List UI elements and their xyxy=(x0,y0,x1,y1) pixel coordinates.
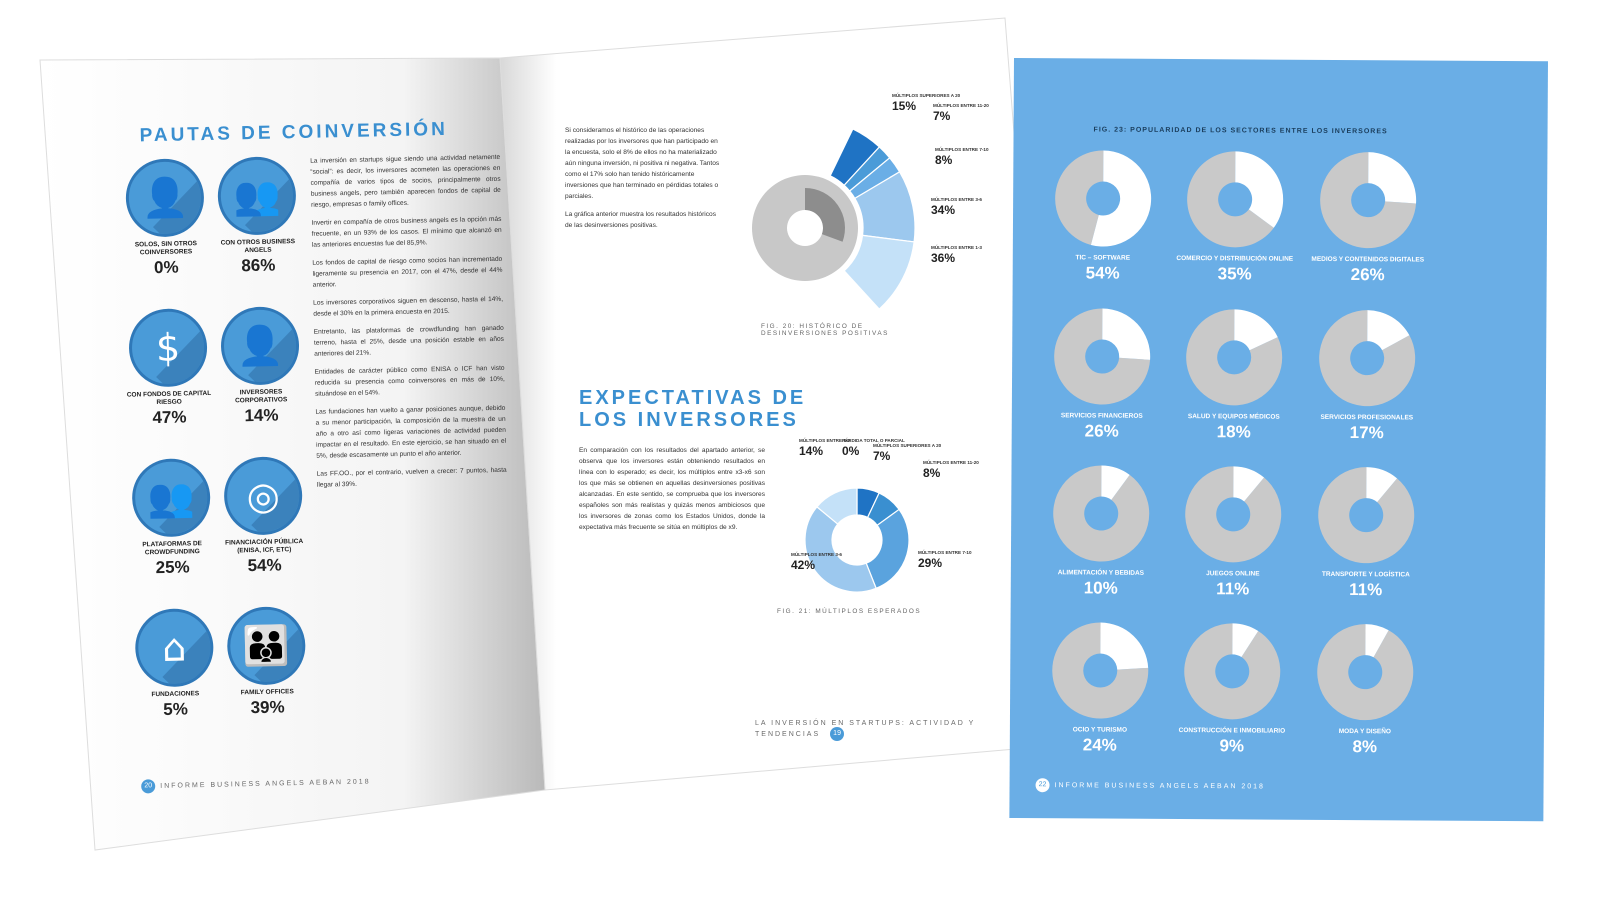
investor-circle xyxy=(135,608,215,688)
investor-label: FAMILY OFFICES xyxy=(240,688,294,697)
category-label: MÚLTIPLOS ENTRE 7-10 xyxy=(935,147,989,152)
paragraph: Invertir en compañía de otros business angels es la opción más frecuente, en un 93% de los casos. El mínimo que alcanzó en las anteriores encuestas fue del 85,9%. xyxy=(311,215,502,249)
sector-item xyxy=(1030,620,1171,756)
left-page xyxy=(108,51,569,850)
sector-donut xyxy=(1182,621,1283,722)
chart-data-label xyxy=(842,438,905,458)
investor-label: FUNDACIONES xyxy=(151,690,200,699)
crowd-icon: 👥 xyxy=(147,475,196,521)
investor-circle xyxy=(128,308,208,388)
page-number: 20 xyxy=(141,779,155,793)
value-label: 7% xyxy=(933,108,951,123)
right-page xyxy=(1009,58,1548,821)
chart-data-label xyxy=(923,460,979,480)
paragraph: Los fondos de capital de riesgo como socios han incrementado ligeramente su presencia en 2017, con el 47%, desde el 44% anterior. xyxy=(312,255,503,289)
sector-donut xyxy=(1184,307,1285,408)
sector-percentage: 26% xyxy=(1084,421,1119,441)
value-label: 29% xyxy=(918,555,943,570)
investor-label: FINANCIACIÓN PÚBLICA (ENISA, ICF, ETC) xyxy=(225,538,304,555)
sector-percentage: 11% xyxy=(1349,580,1383,600)
sector-label: JUEGOS ONLINE xyxy=(1206,570,1260,578)
sector-donut xyxy=(1318,150,1419,251)
category-label: MÚLTIPLOS SUPERIORES A 20 xyxy=(892,93,961,98)
donut-value-slice xyxy=(1102,309,1150,360)
sector-percentage: 26% xyxy=(1350,265,1385,285)
value-label: 42% xyxy=(791,557,816,572)
sector-donut xyxy=(1052,306,1153,407)
value-label: 14% xyxy=(799,443,824,458)
section-title xyxy=(579,387,806,431)
sector-percentage: 24% xyxy=(1082,735,1117,755)
sector-item xyxy=(1295,622,1436,758)
sector-percentage: 11% xyxy=(1216,579,1250,599)
sector-label: OCIO Y TURISMO xyxy=(1072,726,1128,734)
paragraph: La gráfica anterior muestra los resultados históricos de las desinversiones positivas. xyxy=(565,211,716,229)
family-icon: 👪 xyxy=(242,623,291,669)
sector-item xyxy=(1162,621,1303,757)
sector-donut xyxy=(1316,465,1417,566)
paragraph: Entretanto, las plataformas de crowdfunding han ganado terreno, hasta el 25%, desde una posición estable en años anteriores del 21%. xyxy=(313,324,505,358)
sector-donut xyxy=(1185,149,1286,250)
value-label: 8% xyxy=(923,465,941,480)
investor-percentage: 39% xyxy=(250,697,285,718)
middle-page xyxy=(555,93,1025,805)
investor-type-item xyxy=(121,308,215,429)
house-icon: ⌂ xyxy=(161,625,187,670)
fig21-chart xyxy=(787,460,947,600)
investor-circle xyxy=(125,158,205,238)
sector-item xyxy=(1297,308,1438,444)
footer-text: LA INVERSIÓN EN STARTUPS: ACTIVIDAD Y TENDENCIAS xyxy=(755,720,976,738)
sector-donut xyxy=(1053,148,1154,249)
category-label: MÚLTIPLOS ENTRE 1-3 xyxy=(799,438,850,443)
investor-label: CON OTROS BUSINESS ANGELS xyxy=(220,238,296,255)
category-label: MÚLTIPLOS ENTRE 3-6 xyxy=(931,197,982,202)
investor-type-item xyxy=(118,158,212,279)
paragraph: Las fundaciones han vuelto a ganar posiciones aunque, debido a su menor participación, la composición de la muestra de un año a otro así como ligeras variaciones de actividad pueden impactar en el resultado. En este ejercicio, se han situado en el 5%, desde escasamente un punto el año anterior. xyxy=(315,404,507,460)
sector-percentage: 54% xyxy=(1085,263,1120,283)
chart-data-label xyxy=(931,245,982,265)
category-label: MÚLTIPLOS SUPERIORES A 20 xyxy=(873,443,942,448)
category-label: MÚLTIPLOS ENTRE 7-10 xyxy=(918,550,972,555)
investor-percentage: 14% xyxy=(244,405,279,426)
donut-value-slice xyxy=(1100,623,1148,670)
sector-donut xyxy=(1317,308,1418,409)
investor-percentage: 25% xyxy=(155,557,190,578)
sector-label: SERVICIOS PROFESIONALES xyxy=(1320,413,1414,422)
investor-type-item xyxy=(128,608,222,721)
lifebuoy-icon: ◎ xyxy=(246,473,281,519)
page-title: PAUTAS DE COINVERSIÓN xyxy=(139,118,449,147)
sector-percentage: 8% xyxy=(1352,737,1378,757)
page-number: 19 xyxy=(830,727,844,741)
intro-text xyxy=(565,125,720,238)
chart-data-label xyxy=(918,550,972,570)
sector-label: CONSTRUCCIÓN E INMOBILIARIO xyxy=(1178,727,1286,735)
donut-rest-slice xyxy=(1053,465,1150,562)
category-label: PÉRDIDA TOTAL O PARCIAL xyxy=(842,438,905,443)
fig23-title: FIG. 23: POPULARIDAD DE LOS SECTORES ENTRE LOS INVERSORES xyxy=(1093,126,1388,136)
sector-item xyxy=(1165,149,1306,285)
sector-percentage: 17% xyxy=(1349,423,1384,443)
category-label: MÚLTIPLOS ENTRE 11-20 xyxy=(933,103,989,108)
category-label: MÚLTIPLOS ENTRE 1-3 xyxy=(931,245,982,250)
sector-percentage: 35% xyxy=(1217,264,1252,284)
right-footer xyxy=(1036,778,1265,793)
group-icon: 👥 xyxy=(232,173,281,219)
sector-percentage: 18% xyxy=(1216,422,1251,442)
sector-item xyxy=(1032,306,1173,442)
value-label: 0% xyxy=(842,443,860,458)
section-title-line: EXPECTATIVAS DE xyxy=(579,387,807,409)
donut-rest-slice xyxy=(1184,623,1281,720)
sector-label: MODA Y DISEÑO xyxy=(1338,727,1392,736)
chart-data-label xyxy=(933,103,989,123)
category-label: MÚLTIPLOS ENTRE 11-20 xyxy=(923,460,979,465)
paragraph: La inversión en startups sigue siendo una actividad netamente “social”: es decir, los inversores acometen las operaciones en compañía de varios tipos de socios, principalmente otros business angels, pero también aparecen fondos de capital de riesgo, empresas o family offices. xyxy=(310,153,501,209)
donut-value-slice xyxy=(1368,152,1416,203)
investor-circle xyxy=(223,456,303,536)
sector-label: ALIMENTACIÓN Y BEBIDAS xyxy=(1057,569,1145,577)
chart-data-label xyxy=(931,197,982,217)
investor-circle xyxy=(131,458,211,538)
sector-item xyxy=(1031,463,1172,599)
sector-label: TRANSPORTE Y LOGÍSTICA xyxy=(1321,570,1410,579)
investor-percentage: 47% xyxy=(152,407,187,428)
paragraph: Las FF.OO., por el contrario, vuelven a crecer: 7 puntos, hasta llegar al 39%. xyxy=(316,466,507,489)
left-body-text xyxy=(310,152,507,498)
donut-rest-slice xyxy=(1317,624,1414,721)
investor-circle xyxy=(226,606,306,686)
investor-type-item xyxy=(216,456,310,577)
value-label: 8% xyxy=(935,152,953,167)
sector-label: MEDIOS Y CONTENIDOS DIGITALES xyxy=(1311,255,1425,264)
investor-type-item xyxy=(219,606,313,719)
sector-donut xyxy=(1183,464,1284,565)
donut-rest-slice xyxy=(1185,466,1282,563)
investor-circle xyxy=(217,156,297,236)
sector-item xyxy=(1296,465,1437,601)
middle-footer xyxy=(755,720,1025,741)
investor-percentage: 54% xyxy=(247,555,282,576)
paragraph: Si consideramos el histórico de las operaciones realizadas por los inversores que han participado en la encuesta, solo el 8% de ellos no ha materializado aún ninguna inversión, ni positiva ni negativa. Tantos como el 17% solo han tenido históricamente inversiones que han terminado en pérdidas totales o parciales. xyxy=(565,127,720,200)
chart-data-label xyxy=(791,552,842,572)
person-icon: 👤 xyxy=(140,175,190,221)
sector-label: SERVICIOS FINANCIEROS xyxy=(1060,412,1143,420)
footer-text: INFORME BUSINESS ANGELS AEBAN 2018 xyxy=(160,778,371,790)
footer-text: INFORME BUSINESS ANGELS AEBAN 2018 xyxy=(1054,782,1265,791)
investor-type-item xyxy=(124,458,218,579)
investor-type-item xyxy=(213,306,307,427)
investor-percentage: 5% xyxy=(163,699,189,719)
investor-percentage: 0% xyxy=(153,257,179,278)
money-bag-icon: $ xyxy=(155,325,181,371)
sector-donut xyxy=(1051,463,1152,564)
value-label: 36% xyxy=(931,250,956,265)
sector-label: COMERCIO Y DISTRIBUCIÓN ONLINE xyxy=(1176,254,1294,263)
investor-label: CON FONDOS DE CAPITAL RIESGO xyxy=(126,389,212,407)
sector-donut xyxy=(1315,622,1416,723)
value-label: 15% xyxy=(892,98,917,113)
investor-percentage: 86% xyxy=(241,255,276,276)
sector-percentage: 9% xyxy=(1219,736,1245,756)
sector-label: SALUD Y EQUIPOS MÉDICOS xyxy=(1187,413,1280,421)
fig20-caption: FIG. 20: HISTÓRICO DE DESINVERSIONES POSITIVAS xyxy=(761,323,889,337)
businessman-icon: 👤 xyxy=(235,323,285,369)
sector-item xyxy=(1163,464,1304,600)
fig21-slice xyxy=(866,509,909,588)
investor-circle xyxy=(220,306,300,386)
sector-label: TIC – SOFTWARE xyxy=(1075,254,1131,262)
page-number: 22 xyxy=(1036,778,1050,792)
section-title-line: LOS INVERSORES xyxy=(579,409,799,431)
donut-rest-slice xyxy=(1318,467,1415,564)
paragraph: Los inversores corporativos siguen en descenso, hasta el 14%, desde el 30% en la primera encuesta en 2015. xyxy=(313,295,504,318)
investor-label: PLATAFORMAS DE CROWDFUNDING xyxy=(142,540,203,557)
sector-item xyxy=(1164,307,1305,443)
left-footer xyxy=(141,775,371,794)
sector-donut xyxy=(1050,620,1151,721)
paragraph: Entidades de carácter público como ENISA o ICF han visto reducida su presencia como coinversores en más de 10%, situándose en el 54%. xyxy=(314,364,505,398)
investor-label: SOLOS, SIN OTROS COINVERSORES xyxy=(134,240,198,257)
chart-data-label xyxy=(935,147,989,167)
section-body: En comparación con los resultados del apartado anterior, se observa que los inversores están obteniendo resultados en línea con lo esperado; es decir, los múltiplos entre x3-x6 son los que más se obtienen en aquellas desinversiones positivas alcanzadas. En este sentido, se comprueba que los inversores españoles son más realistas y quizás menos ambiciosos que los inversores de zonas como los Estados Unidos, donde la expectativa más frecuente se sitúa en múltiplos de x9. xyxy=(579,447,765,531)
sector-item xyxy=(1298,150,1439,286)
value-label: 7% xyxy=(873,448,891,463)
fig21-caption: FIG. 21: MÚLTIPLOS ESPERADOS xyxy=(777,608,922,615)
category-label: MÚLTIPLOS ENTRE 3-6 xyxy=(791,552,842,557)
sector-percentage: 10% xyxy=(1083,578,1118,598)
sector-item xyxy=(1033,148,1174,284)
investor-label: INVERSORES CORPORATIVOS xyxy=(234,388,288,405)
investor-type-item xyxy=(210,156,304,277)
value-label: 34% xyxy=(931,202,956,217)
